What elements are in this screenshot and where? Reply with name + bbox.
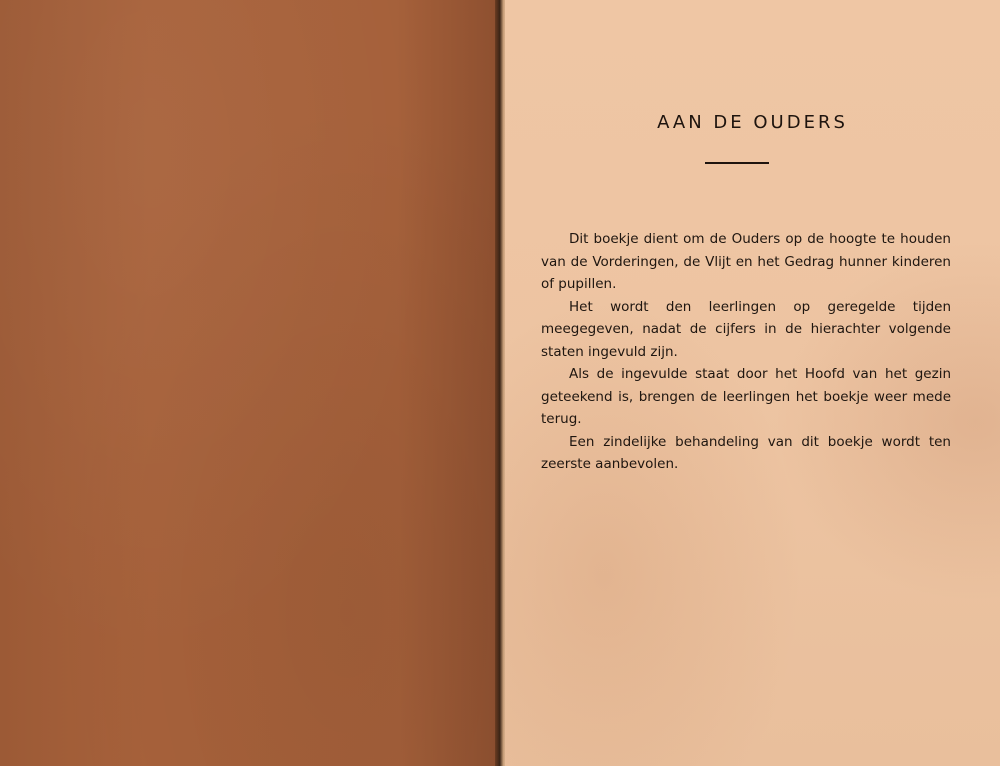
page-title: AAN DE OUDERS xyxy=(657,112,848,133)
paragraph-4: Een zindelijke behandeling van dit boekje wordt ten zeerste aanbevolen. xyxy=(541,433,951,472)
title-divider xyxy=(705,162,769,164)
cover-inside-page xyxy=(0,0,497,766)
body-text xyxy=(541,228,951,476)
paragraph-1: Dit boekje dient om de Ouders op de hoogte te houden van de Vorderingen, de Vlijt en het Gedrag hunner kinderen of pupillen. xyxy=(541,231,951,292)
paragraph-3: Als de ingevulde staat door het Hoofd van het gezin geteekend is, brengen de leerlingen het boekje weer mede terug. xyxy=(541,366,951,427)
paragraph-2: Het wordt den leerlingen op geregelde tijden meegegeven, nadat de cijfers in de hierachter volgende staten ingevuld zijn. xyxy=(541,298,951,360)
text-page xyxy=(505,0,1000,766)
